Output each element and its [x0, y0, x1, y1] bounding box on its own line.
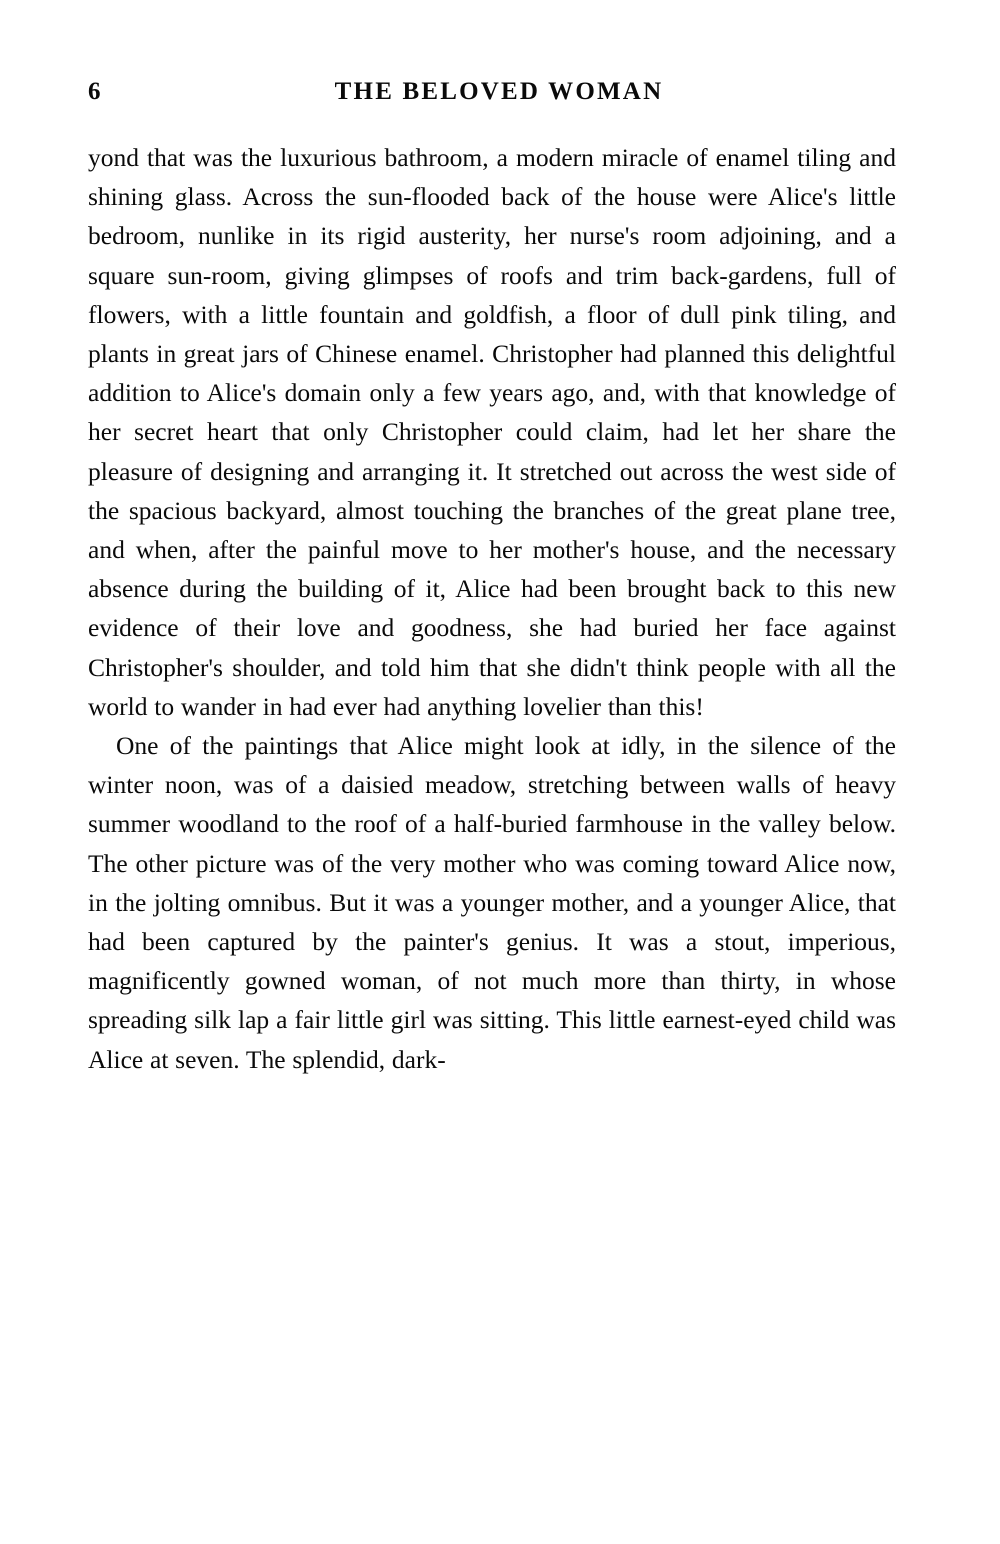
paragraph: yond that was the luxurious bathroom, a modern miracle of enamel tiling and shining glass. Across the sun-flooded back of the house were Alice's little bedroom, nunlike in its rigid austerity, her nurse's room adjoining, and a square sun-room, giving glimpses of roofs and trim back-gardens, full of flowers, with a little fountain and goldfish, a floor of dull pink tiling, and plants in great jars of Chinese enamel. Christopher had planned this delightful addition to Alice's domain only a few years ago, and, with that knowledge of her secret heart that only Christopher could claim, had let her share the pleasure of designing and arranging it. It stretched out across the west side of the spacious backyard, almost touching the branches of the great plane tree, and when, after the painful move to her mother's house, and the necessary absence during the building of it, Alice had been brought back to this new evidence of their love and goodness, she had buried her face against Christopher's shoulder, and told him that she didn't think people with all the world to wander in had ever had anything lovelier than this!	[88, 143, 896, 721]
page-number: 6	[88, 78, 101, 105]
page-header	[88, 78, 900, 118]
paragraph: One of the paintings that Alice might look at idly, in the silence of the winter noon, was of a daisied meadow, stretching between walls of heavy summer woodland to the roof of a half-buried farmhouse in the valley below. The other picture was of the very mother who was coming toward Alice now, in the jolting omnibus. But it was a younger mother, and a younger Alice, that had been captured by the painter's genius. It was a stout, imperious, magnificently gowned woman, of not much more than thirty, in whose spreading silk lap a fair little girl was sitting. This little earnest-eyed child was Alice at seven. The splendid, dark-	[88, 731, 896, 1074]
body-text	[88, 138, 896, 1079]
running-head: THE BELOVED WOMAN	[334, 78, 664, 105]
